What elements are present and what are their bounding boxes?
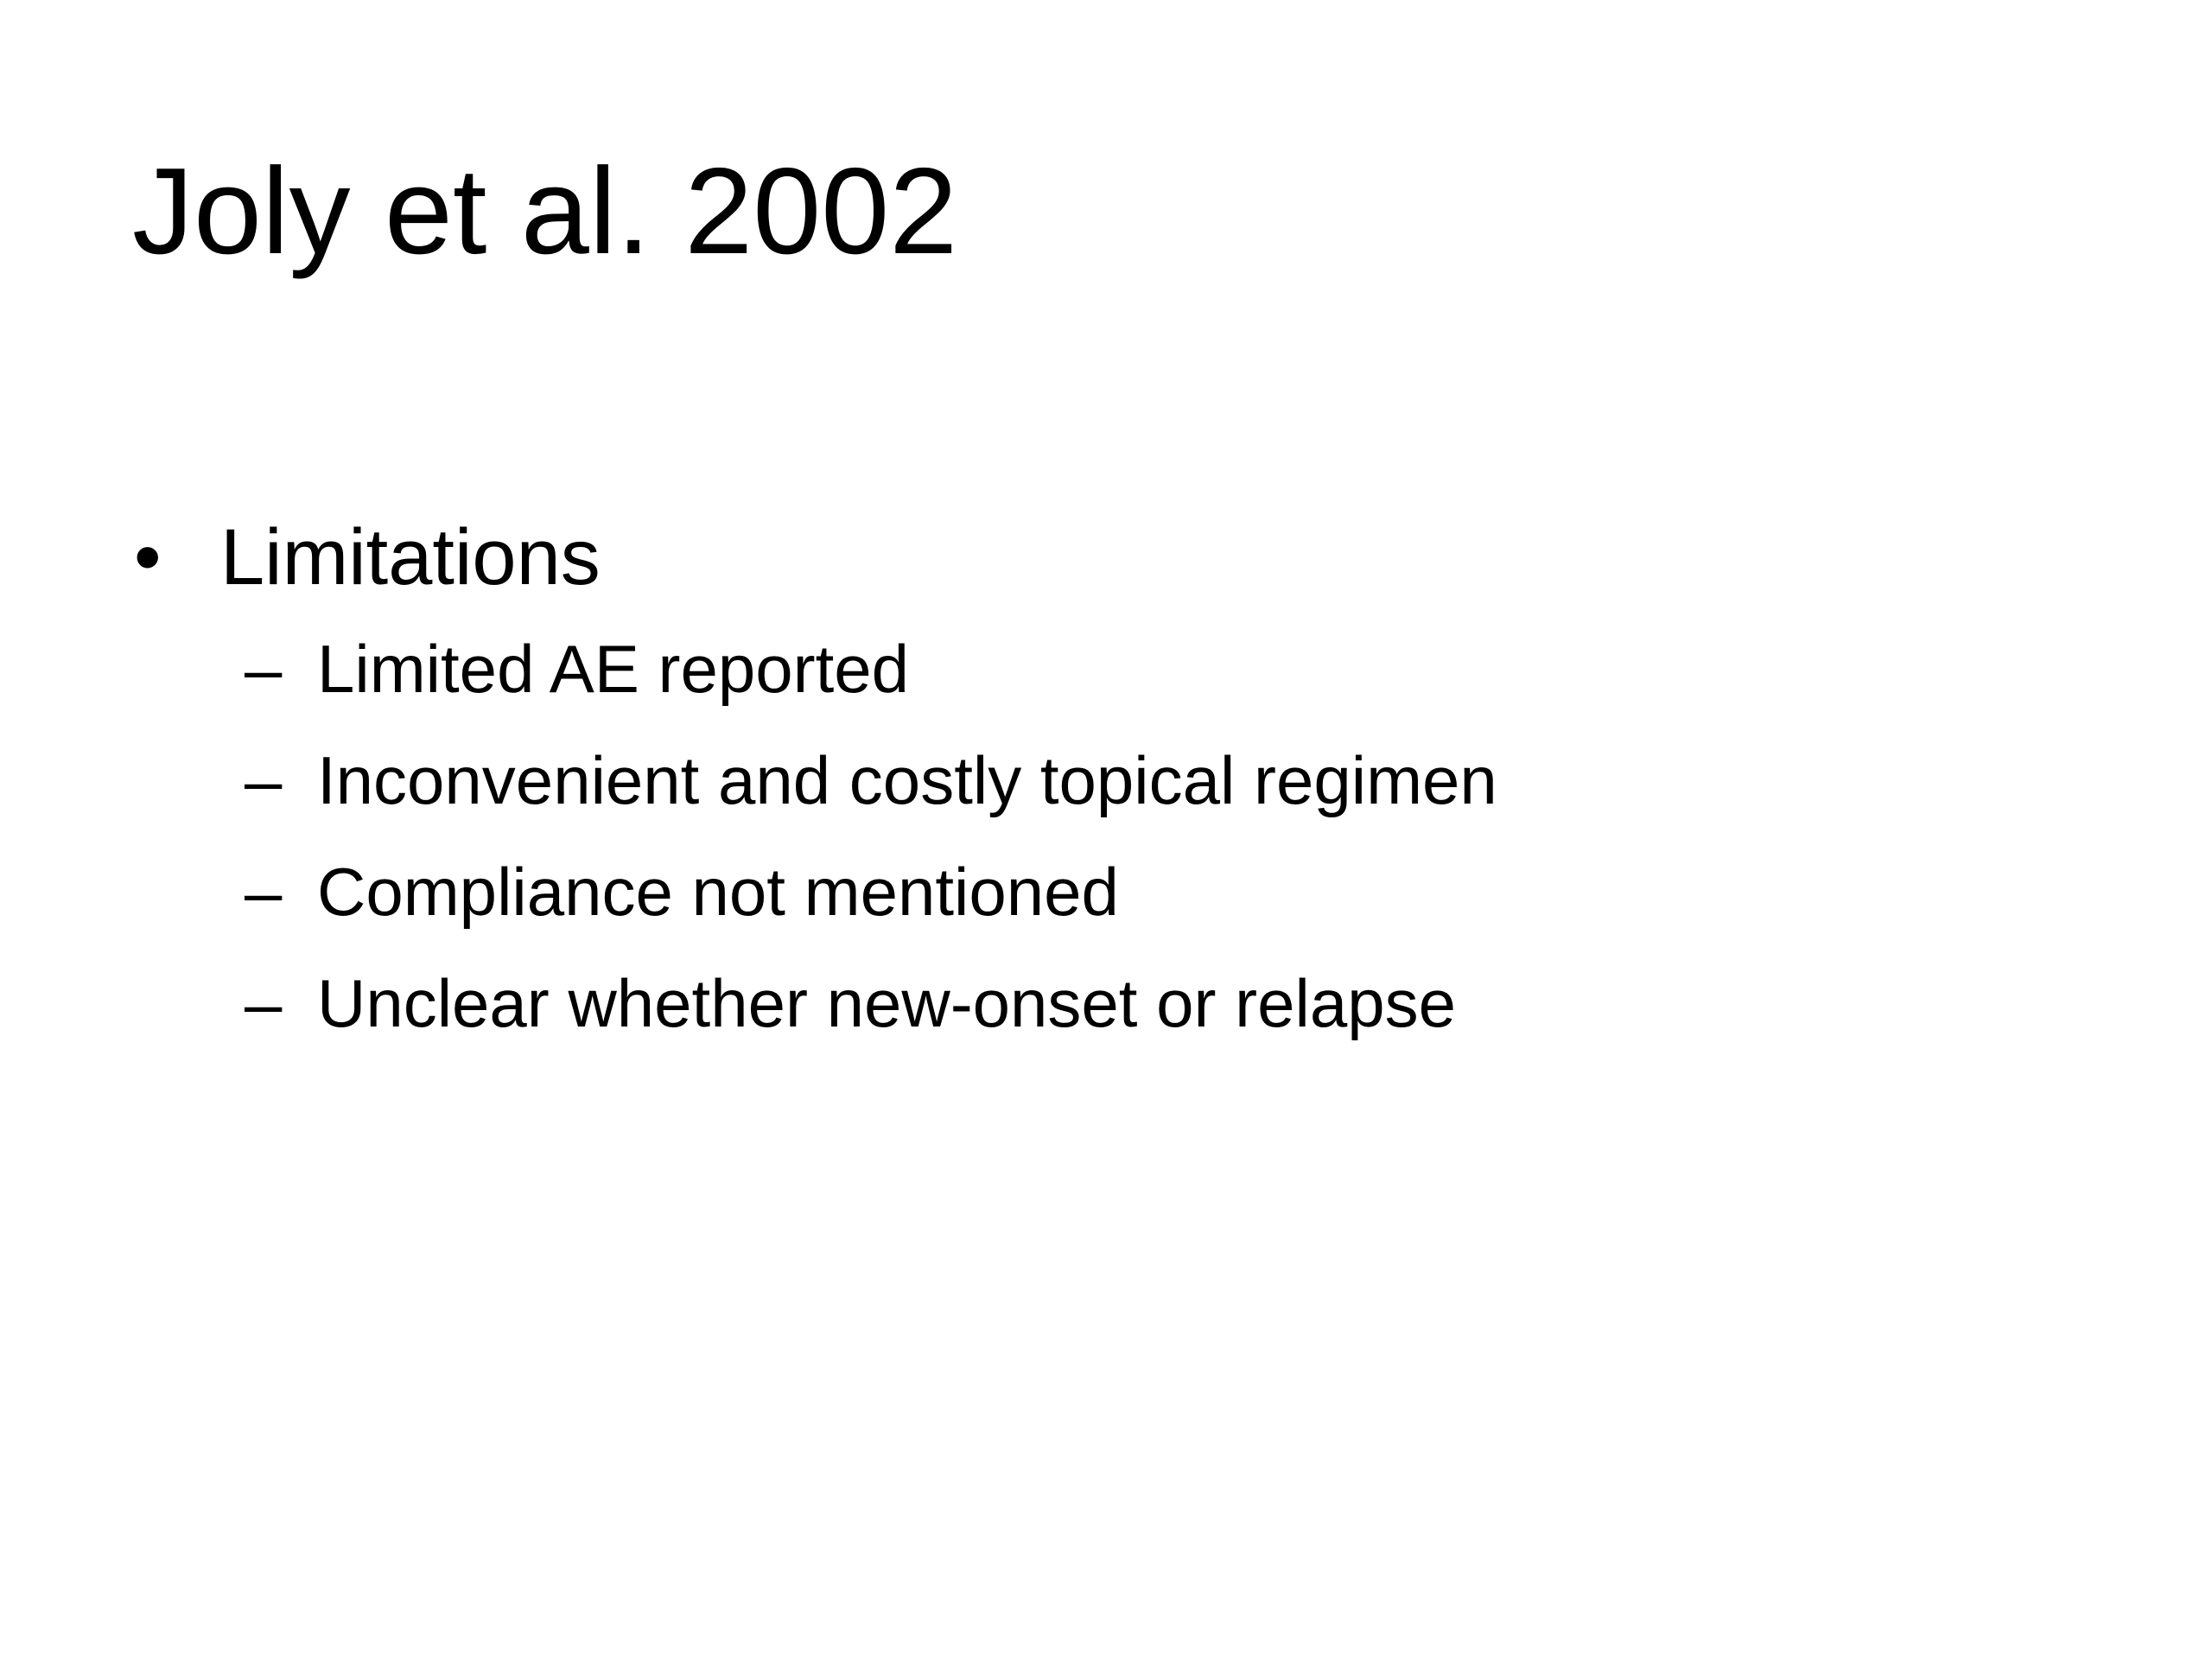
- sub-bullet-text: Limited AE reported: [317, 631, 910, 707]
- dash-marker: –: [245, 631, 283, 707]
- bullet-list: [134, 501, 2035, 1059]
- sub-bullet-list: [134, 613, 2035, 1059]
- sub-bullet-text: Unclear whether new-onset or relapse: [317, 965, 1457, 1041]
- bullet-text: Limitations: [220, 513, 601, 601]
- bullet-marker: •: [134, 514, 162, 601]
- bullet-row: [134, 501, 2035, 613]
- sub-bullet-item: [245, 948, 2035, 1059]
- sub-bullet-text: Compliance not mentioned: [317, 854, 1119, 930]
- dash-marker: –: [245, 854, 283, 930]
- sub-bullet-item: [245, 725, 2035, 836]
- bullet-item-limitations: [134, 501, 2035, 1059]
- dash-marker: –: [245, 965, 283, 1041]
- sub-bullet-item: [245, 613, 2035, 725]
- sub-bullet-text: Inconvenient and costly topical regimen: [317, 742, 1497, 818]
- sub-bullet-item: [245, 836, 2035, 948]
- dash-marker: –: [245, 742, 283, 818]
- slide-title: Joly et al. 2002: [132, 143, 958, 280]
